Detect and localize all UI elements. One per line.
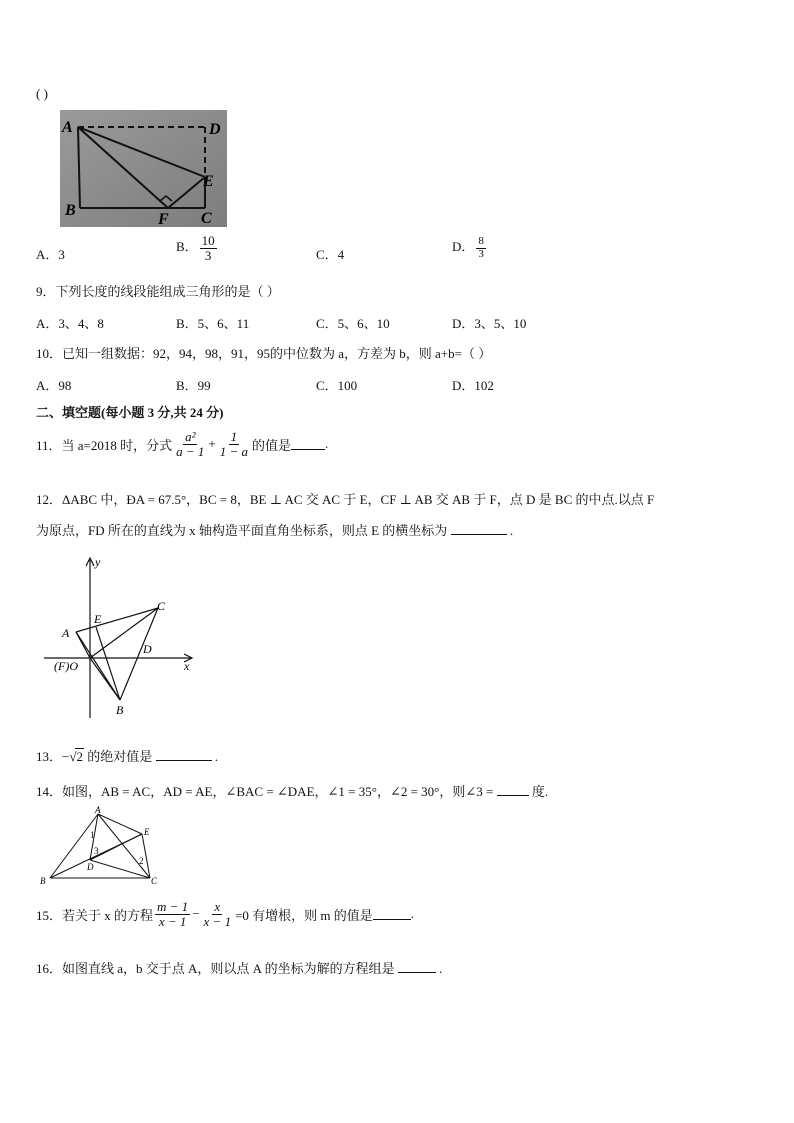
option-d-fraction: [476, 236, 486, 260]
q8-figure-diagram: [60, 110, 227, 227]
q11: [36, 430, 328, 458]
vertex-D: D: [87, 862, 94, 872]
frac-num: 10: [201, 233, 215, 248]
option-d-prefix: D．: [452, 239, 475, 255]
label-B: B: [65, 202, 76, 219]
q14-stem-text: 14．如图，AB = AC，AD = AE，∠BAC = ∠DAE，∠1 = 35°，∠2 = 30°，则∠3 =: [36, 784, 494, 799]
q10-option-d: D．102: [452, 378, 494, 393]
point-C: C: [157, 599, 166, 613]
frac-num: m − 1: [157, 899, 189, 914]
q16-stem: 16．如图直线 a，b 交于点 A，则以点 A 的坐标为解的方程组是: [36, 961, 395, 976]
option-b-fraction: [200, 234, 217, 262]
label-C: C: [201, 210, 212, 227]
origin-label: (F)O: [54, 659, 78, 673]
frac-num: 8: [478, 235, 484, 247]
answer-blank[interactable]: [451, 524, 507, 535]
answer-parentheses: ( ): [36, 86, 48, 101]
q13-end: .: [214, 749, 218, 764]
vertex-B: B: [40, 876, 46, 886]
sqrt-radicand: 2: [76, 749, 83, 764]
answer-blank[interactable]: [497, 785, 529, 796]
q15-prefix: 15．若关于 x 的方程: [36, 907, 154, 923]
q9-option-a: A．3、4、8: [36, 316, 104, 331]
q14-unit: 度.: [531, 784, 549, 799]
point-D: D: [143, 642, 152, 656]
q9-stem: 9．下列长度的线段能组成三角形的是（ ）: [36, 284, 280, 299]
axis-y-label: y: [95, 555, 101, 569]
q13-prefix: 13．−: [36, 749, 70, 764]
q11-suffix: 的值是: [252, 437, 292, 453]
q12-coordinate-figure: [40, 552, 210, 722]
q10-option-a: A．98: [36, 378, 72, 393]
point-E: E: [94, 612, 102, 626]
frac-den: a − 1: [176, 443, 205, 459]
q14-triangle-figure: [38, 804, 168, 886]
q8-option-d: [452, 236, 488, 260]
frac-den: x − 1: [203, 913, 232, 929]
point-B: B: [116, 703, 124, 717]
q9-option-c: C．5、6、10: [316, 316, 390, 331]
q10-option-b: B．99: [176, 378, 211, 393]
q11-fraction-1: [174, 430, 206, 458]
q12-line1: 12．ΔABC 中，ÐA = 67.5°，BC = 8，BE ⊥ AC 交 AC 于 E，CF ⊥ AB 交 AB 于 F，点 D 是 BC 的中点.以点 F: [36, 492, 655, 507]
q13: [36, 746, 218, 765]
q8-option-c: C．4: [316, 247, 345, 262]
q16: [36, 958, 442, 977]
section-title: 二、填空题(每小题 3 分,共 24 分): [36, 405, 224, 420]
answer-blank[interactable]: [398, 962, 436, 973]
q9-option-b: B．5、6、11: [176, 316, 250, 331]
q15-fraction-1: [155, 900, 190, 928]
q16-end: .: [439, 961, 443, 976]
q15-fraction-2: [202, 900, 234, 928]
frac-den: x − 1: [158, 913, 187, 929]
q15-minus: −: [192, 906, 200, 922]
label-D: D: [209, 121, 221, 138]
frac-den: 1 − a: [219, 443, 249, 459]
q9-option-d: D．3、5、10: [452, 316, 527, 331]
point-A: A: [62, 626, 70, 640]
q11-prefix: 11．当 a=2018 时，分式: [36, 437, 173, 453]
answer-blank[interactable]: [373, 909, 411, 920]
frac-den: 3: [204, 247, 212, 263]
q10-option-c: C．100: [316, 378, 358, 393]
q11-fraction-2: [218, 430, 250, 458]
vertex-E: E: [144, 827, 150, 837]
vertex-A: A: [95, 805, 101, 815]
frac-den: 3: [478, 247, 484, 260]
axis-x-label: x: [184, 659, 190, 673]
q15-suffix: =0 有增根，则 m 的值是: [235, 907, 373, 923]
q10-stem: 10．已知一组数据：92，94，98，91，95的中位数为 a，方差为 b，则 a+b=（ ）: [36, 346, 492, 361]
q12-end: .: [509, 523, 514, 538]
q15: [36, 900, 414, 928]
frac-num: 1: [230, 429, 238, 444]
q13-suffix: 的绝对值是: [87, 749, 153, 764]
frac-num: a²: [185, 429, 196, 444]
q12-line2-text: 为原点，FD 所在的直线为 x 轴构造平面直角坐标系，则点 E 的横坐标为: [36, 523, 448, 538]
q15-end: .: [410, 906, 415, 922]
answer-blank[interactable]: [156, 750, 212, 761]
q11-end: .: [325, 436, 329, 452]
label-A: A: [62, 119, 73, 136]
answer-blank[interactable]: [291, 439, 325, 450]
angle-2-label: 2: [139, 856, 144, 866]
label-E: E: [203, 173, 214, 190]
label-F: F: [158, 211, 169, 227]
q11-plus: +: [208, 436, 216, 452]
angle-3-label: 3: [94, 846, 99, 856]
q8-option-a: A．3: [36, 247, 65, 262]
q14-stem: [36, 781, 548, 800]
option-b-prefix: B．: [176, 239, 198, 255]
sqrt-sign: √: [69, 749, 77, 764]
angle-1-label: 1: [90, 830, 95, 840]
q8-figure-photo: [60, 110, 227, 227]
q12-line2: [36, 520, 513, 539]
frac-num: x: [214, 899, 221, 914]
q8-option-b: [176, 234, 219, 262]
vertex-C: C: [151, 876, 158, 886]
